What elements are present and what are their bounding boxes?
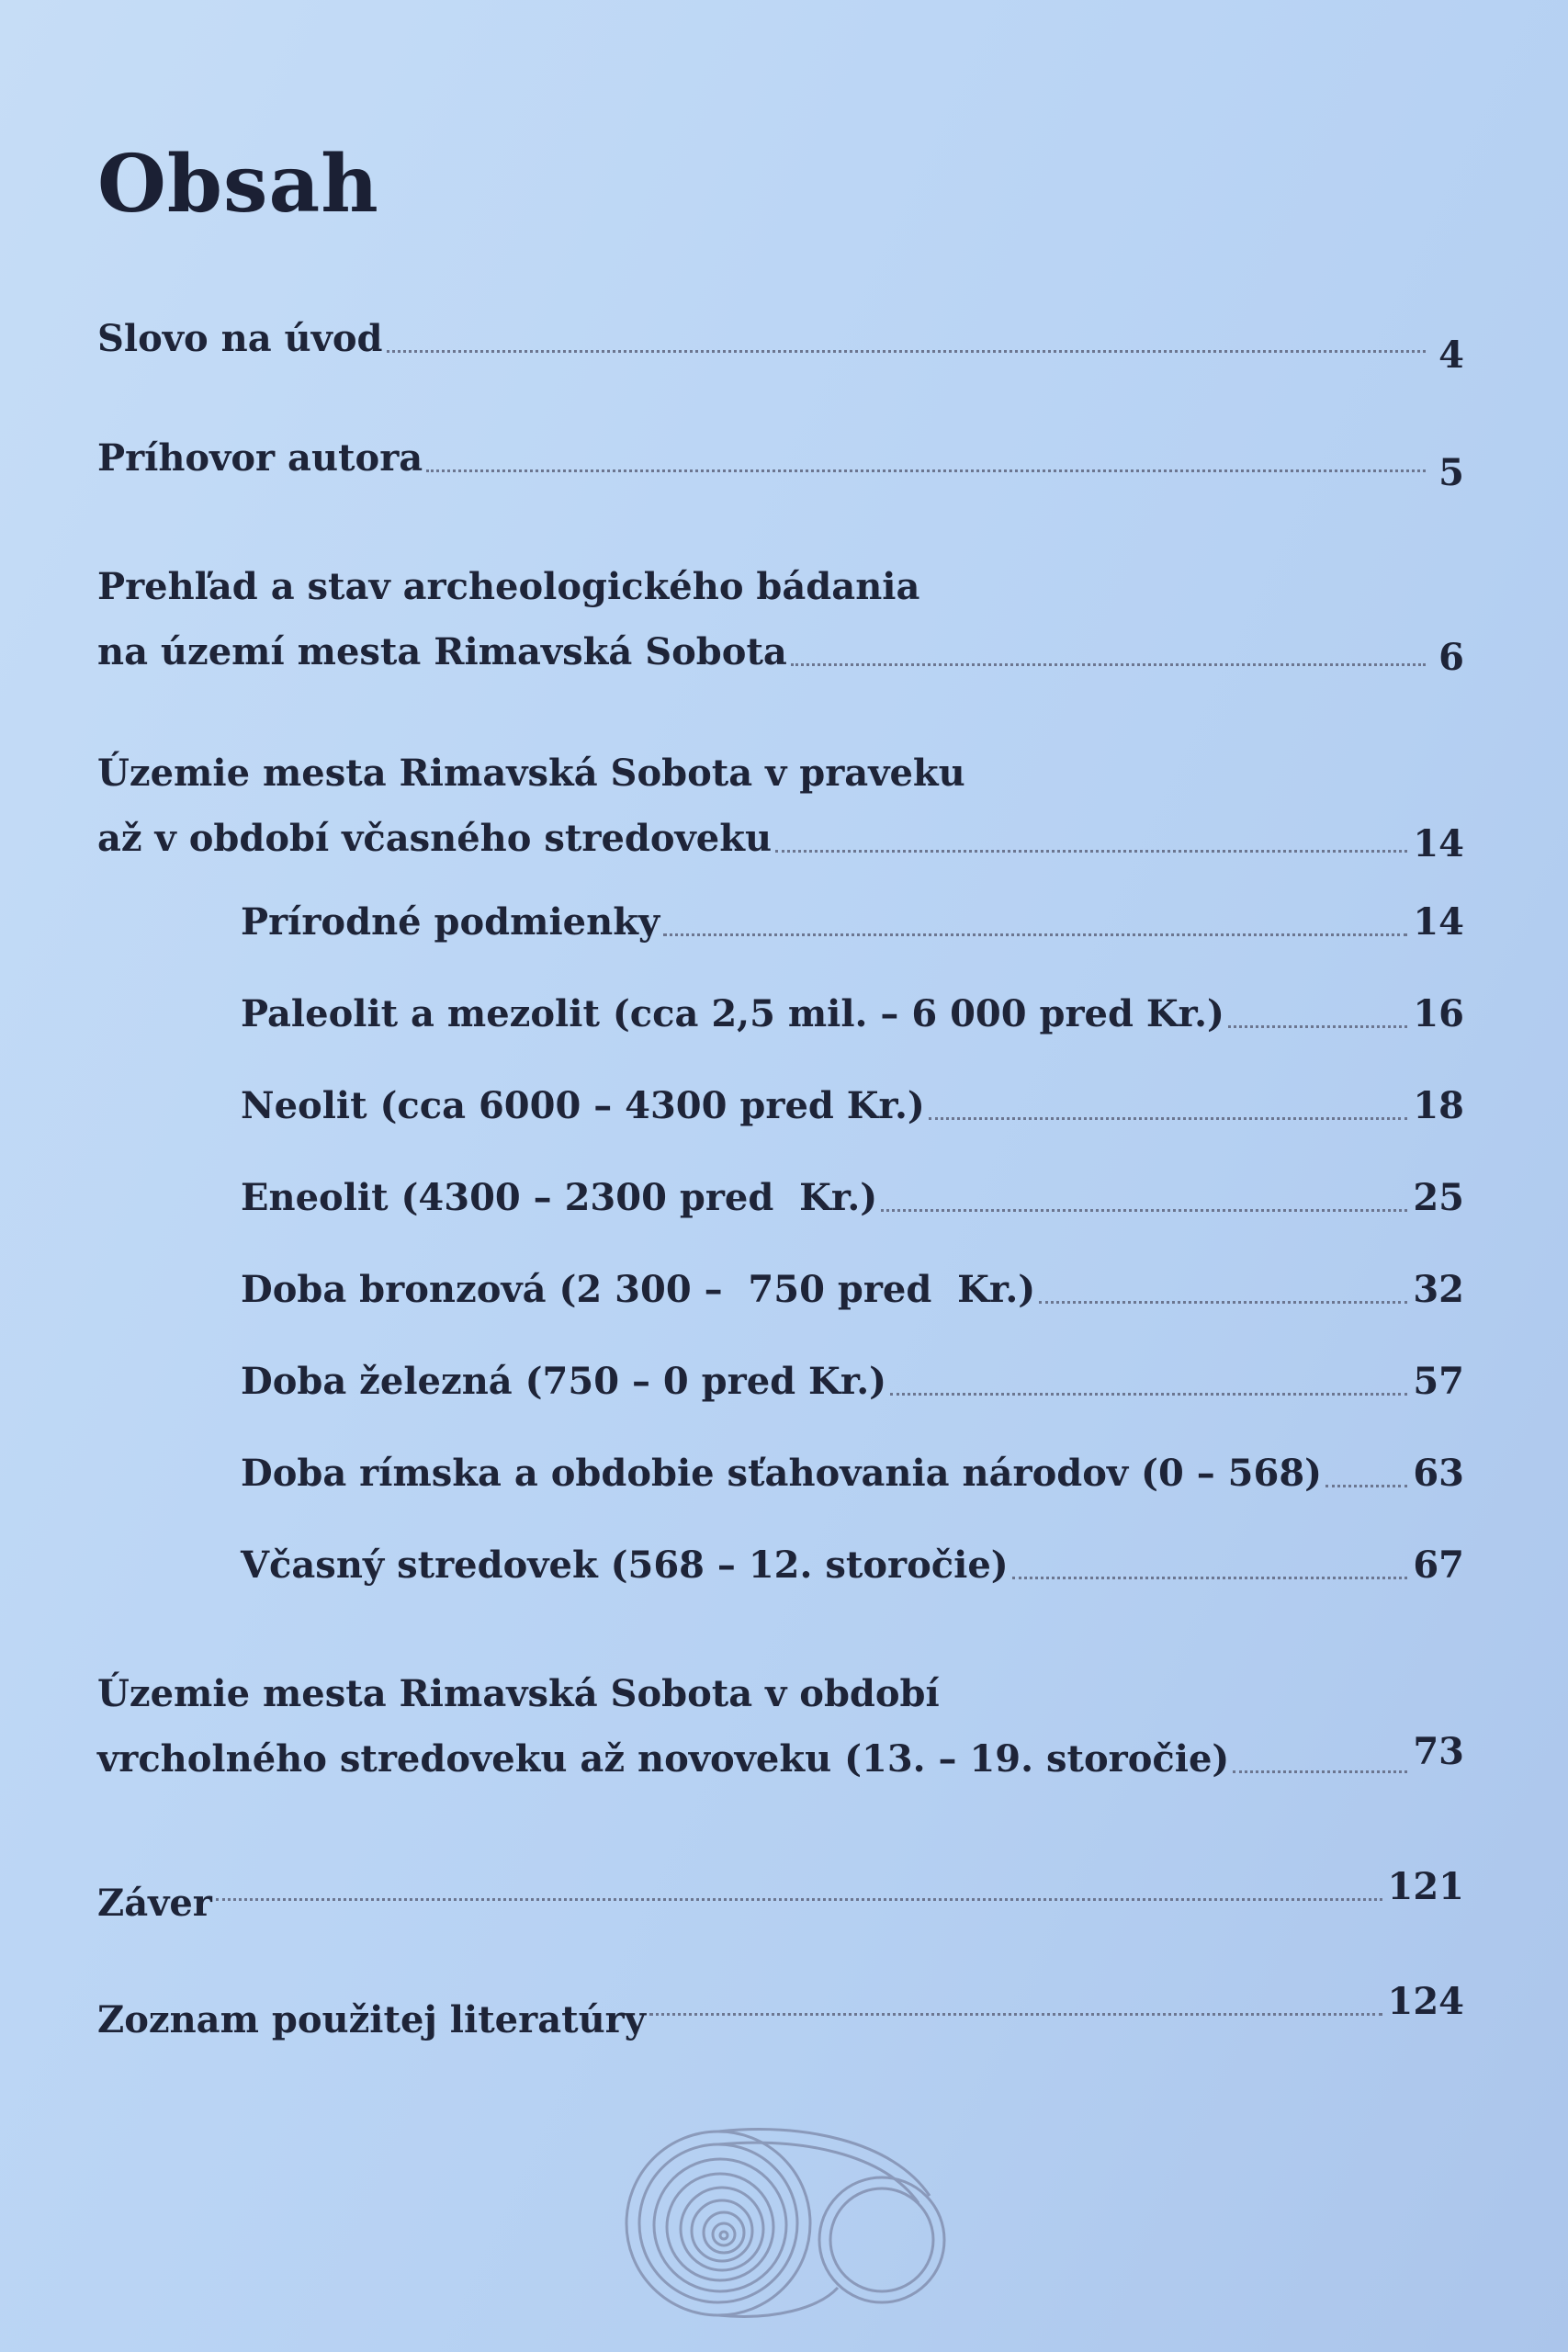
toc-page-number: 121 (1387, 1865, 1464, 1908)
toc-page-number: 16 (1413, 992, 1464, 1035)
toc-page-number: 57 (1413, 1360, 1464, 1403)
dot-leader (387, 349, 1426, 353)
toc-entry-label: vrcholného stredoveku až novoveku (13. – 19. storočie) (97, 1737, 1230, 1781)
toc-entry-label-line1: Územie mesta Rimavská Sobota v období (97, 1672, 940, 1715)
dot-leader (1039, 1300, 1407, 1304)
spiral-bronze-ornament-icon (617, 2113, 966, 2334)
toc-entry-label: Doba rímska a obdobie sťahovania národov (0 – 568) (241, 1452, 1323, 1495)
dot-leader (1012, 1576, 1408, 1579)
toc-entry-zoznam-literatury (97, 1980, 1464, 2041)
dot-leader (775, 849, 1407, 853)
toc-subentry-vcasny-stredovek (241, 1544, 1464, 1587)
toc-entry-label: Eneolit (4300 – 2300 pred Kr.) (241, 1176, 878, 1219)
toc-subentry-prirodne-podmienky (241, 900, 1464, 944)
toc-page-number: 18 (1413, 1084, 1464, 1127)
toc-entry-label: až v období včasného stredoveku (97, 817, 773, 860)
dot-leader (1325, 1484, 1407, 1487)
toc-subentry-doba-rimska (241, 1452, 1464, 1495)
toc-entry-uzemie-vrcholneho-stredoveku (97, 1672, 1464, 1781)
dot-leader (881, 1208, 1407, 1212)
toc-page-number: 63 (1413, 1452, 1464, 1495)
toc-entry-label: Zoznam použitej literatúry (97, 1998, 646, 2041)
toc-subentry-doba-zelezna (241, 1360, 1464, 1403)
toc-entry-label-line1: Prehľad a stav archeologického bádania (97, 565, 920, 608)
toc-entry-label: Včasný stredovek (568 – 12. storočie) (241, 1544, 1009, 1587)
toc-entry-label: Prírodné podmienky (241, 900, 660, 944)
toc-page-number: 14 (1413, 900, 1464, 944)
toc-subentry-eneolit (241, 1176, 1464, 1219)
toc-entry-slovo-na-uvod (97, 317, 1464, 377)
dot-leader (929, 1116, 1408, 1120)
toc-subentry-doba-bronzova (241, 1268, 1464, 1311)
dot-leader (1233, 1770, 1407, 1773)
toc-entry-prihovor-autora (97, 436, 1464, 494)
toc-page-number: 124 (1387, 1980, 1464, 2023)
toc-entry-label: na území mesta Rimavská Sobota (97, 630, 787, 673)
dot-leader (890, 1392, 1407, 1396)
toc-subentry-neolit (241, 1084, 1464, 1127)
toc-page-number: 32 (1413, 1268, 1464, 1311)
toc-page-number: 6 (1438, 636, 1464, 679)
toc-page-number: 5 (1438, 451, 1464, 494)
toc-entry-uzemie-praveku (97, 752, 1464, 865)
page-title: Obsah (97, 138, 379, 231)
dot-leader (1228, 1024, 1407, 1028)
toc-page-number: 25 (1413, 1176, 1464, 1219)
toc-page-number: 67 (1413, 1544, 1464, 1587)
toc-entry-label-line1: Územie mesta Rimavská Sobota v praveku (97, 752, 965, 795)
dot-leader (216, 1897, 1382, 1901)
dot-leader (791, 662, 1426, 666)
dot-leader (426, 469, 1426, 472)
toc-entry-label: Doba bronzová (2 300 – 750 pred Kr.) (241, 1268, 1036, 1311)
toc-entry-label: Paleolit a mezolit (cca 2,5 mil. – 6 000 pred Kr.) (241, 992, 1224, 1035)
toc-entry-zaver (97, 1865, 1464, 1925)
toc-entry-label: Neolit (cca 6000 – 4300 pred Kr.) (241, 1084, 925, 1127)
toc-subentry-paleolit (241, 992, 1464, 1035)
toc-entry-prehlad-a-stav (97, 565, 1464, 679)
dot-leader (663, 933, 1407, 936)
toc-page-number: 73 (1413, 1730, 1464, 1773)
dot-leader (649, 2012, 1382, 2016)
toc-page-number: 4 (1438, 334, 1464, 377)
toc-entry-label: Záver (97, 1882, 212, 1925)
toc-entry-label: Slovo na úvod (97, 317, 383, 360)
toc-entry-label: Doba železná (750 – 0 pred Kr.) (241, 1360, 887, 1403)
toc-page-number: 14 (1413, 822, 1464, 865)
toc-entry-label: Príhovor autora (97, 436, 423, 480)
